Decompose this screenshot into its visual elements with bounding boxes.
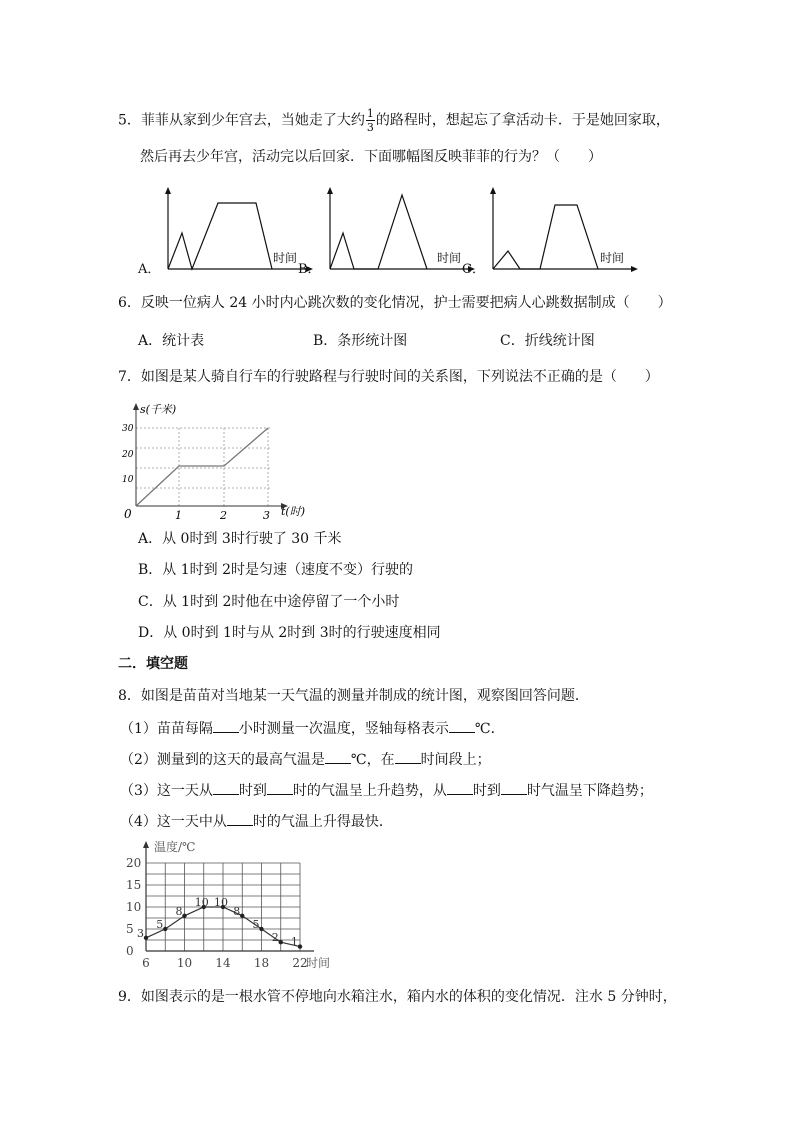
q6-option-a: A．统计表	[138, 333, 205, 349]
data-label: 1	[291, 935, 298, 949]
data-label: 5	[252, 918, 260, 931]
q5-axis-label-b: 时间	[437, 251, 462, 265]
x-tick-label: 6	[142, 956, 150, 970]
q7-xtick-1: 1	[175, 509, 182, 522]
data-point	[240, 914, 244, 918]
q7-origin: 0	[124, 507, 132, 521]
answer-blank[interactable]	[449, 720, 475, 733]
q7-xtick-3: 3	[263, 509, 270, 522]
q7-stem: 7．如图是某人骑自行车的行驶路程与行驶时间的关系图，下列说法不正确的是（ ）	[118, 369, 659, 385]
data-label: 10	[214, 896, 228, 909]
y-tick-label: 5	[126, 922, 134, 936]
q8-sub3: （3）这一天从 时到 时的气温呈上升趋势，从 时到 时气温呈下降趋势；	[120, 783, 653, 799]
q7-xlabel: t(时)	[281, 505, 306, 518]
q5-axis-label-a: 时间	[273, 251, 298, 265]
q7-xtick-2: 2	[220, 509, 227, 522]
answer-blank[interactable]	[213, 782, 239, 795]
data-label: 10	[194, 896, 209, 909]
q7-option-d: D．从 0时到 1时与从 2时到 3时的行驶速度相同	[138, 625, 441, 641]
data-point	[144, 936, 148, 940]
chart-labels	[126, 839, 330, 970]
q7-ytick-30: 30	[122, 424, 134, 434]
answer-blank[interactable]	[447, 782, 473, 795]
y-tick-label: 10	[126, 900, 142, 914]
q5-label-c: C．	[462, 262, 485, 277]
x-tick-label: 14	[215, 956, 231, 970]
x-tick-label: 22	[292, 956, 308, 970]
answer-blank[interactable]	[325, 751, 351, 764]
y-tick-label: 15	[126, 878, 142, 892]
q7-grid	[136, 428, 270, 506]
q7-option-c: C．从 1时到 2时他在中途停留了一个小时	[138, 594, 400, 610]
q7-option-a: A．从 0时到 3时行驶了 30 千米	[138, 531, 342, 547]
answer-blank[interactable]	[395, 751, 421, 764]
q5-label-b: B．	[298, 262, 321, 277]
y-axis-arrow	[143, 841, 149, 848]
data-label: 8	[175, 904, 183, 918]
q6-option-c: C．折线统计图	[500, 333, 595, 349]
q5-line2: 然后再去少年宫，活动完以后回家．下面哪幅图反映菲菲的行为？（ ）	[140, 149, 602, 165]
fraction-one-third: $\frac{1}{3}$	[366, 107, 374, 134]
q8-stem: 8．如图是苗苗对当地某一天气温的测量并制成的统计图，观察图回答问题．	[118, 688, 589, 704]
answer-blank[interactable]	[227, 813, 253, 826]
q7-ytick-20: 20	[122, 450, 134, 460]
q6-stem: 6．反映一位病人 24 小时内心跳次数的变化情况，护士需要把病人心跳数据制成（ ）	[118, 295, 672, 311]
data-label: 8	[233, 904, 241, 918]
q7-distance-line	[136, 428, 268, 506]
q8-sub2: （2）测量到的这天的最高气温是 ℃，在 时间段上；	[120, 752, 491, 768]
x-tick-label: 10	[176, 956, 193, 970]
data-point	[259, 927, 263, 931]
data-label: 3	[137, 926, 144, 940]
section-heading: 二．填空题	[118, 656, 188, 672]
y-tick-label: 20	[126, 856, 142, 870]
data-point	[279, 940, 283, 944]
q7-ytick-10: 10	[122, 475, 134, 485]
x-axis-label: 时间	[306, 956, 331, 970]
q6-option-b: B．条形统计图	[313, 333, 408, 349]
data-point	[298, 944, 302, 948]
q5-line1-post: 的路程时，想起忘了拿活动卡．于是她回家取，	[375, 112, 670, 129]
data-point	[163, 927, 167, 931]
data-point	[182, 914, 186, 918]
answer-blank[interactable]	[501, 782, 527, 795]
q9-stem: 9．如图表示的是一根水管不停地向水箱注水，箱内水的体积的变化情况．注水 5 分钟时，	[118, 989, 677, 1005]
x-tick-label: 18	[253, 956, 270, 970]
q7-option-b: B．从 1时到 2时是匀速（速度不变）行驶的	[138, 562, 414, 578]
answer-blank[interactable]	[213, 720, 239, 733]
q5-axis-label-c: 时间	[600, 251, 625, 265]
answer-blank[interactable]	[267, 782, 293, 795]
q7-ylabel: s(千米)	[140, 403, 177, 416]
q5-label-a: A．	[138, 262, 161, 277]
q8-sub4: （4）这一天中从 时的气温上升得最快．	[120, 814, 393, 830]
data-label: 5	[156, 918, 164, 931]
q5-line1-pre: 5．菲菲从家到少年宫去，当她走了大约	[118, 112, 365, 129]
q5-graphs	[130, 185, 650, 280]
data-label: 2	[271, 931, 279, 945]
q8-sub1: （1）苗苗每隔 小时测量一次温度，竖轴每格表示 ℃．	[120, 721, 505, 737]
y-tick-label: 0	[126, 944, 134, 958]
q5-line1	[118, 108, 670, 133]
temperature-chart	[124, 836, 344, 976]
y-axis-label: 温度/℃	[154, 840, 196, 854]
q7-graph	[118, 398, 328, 522]
